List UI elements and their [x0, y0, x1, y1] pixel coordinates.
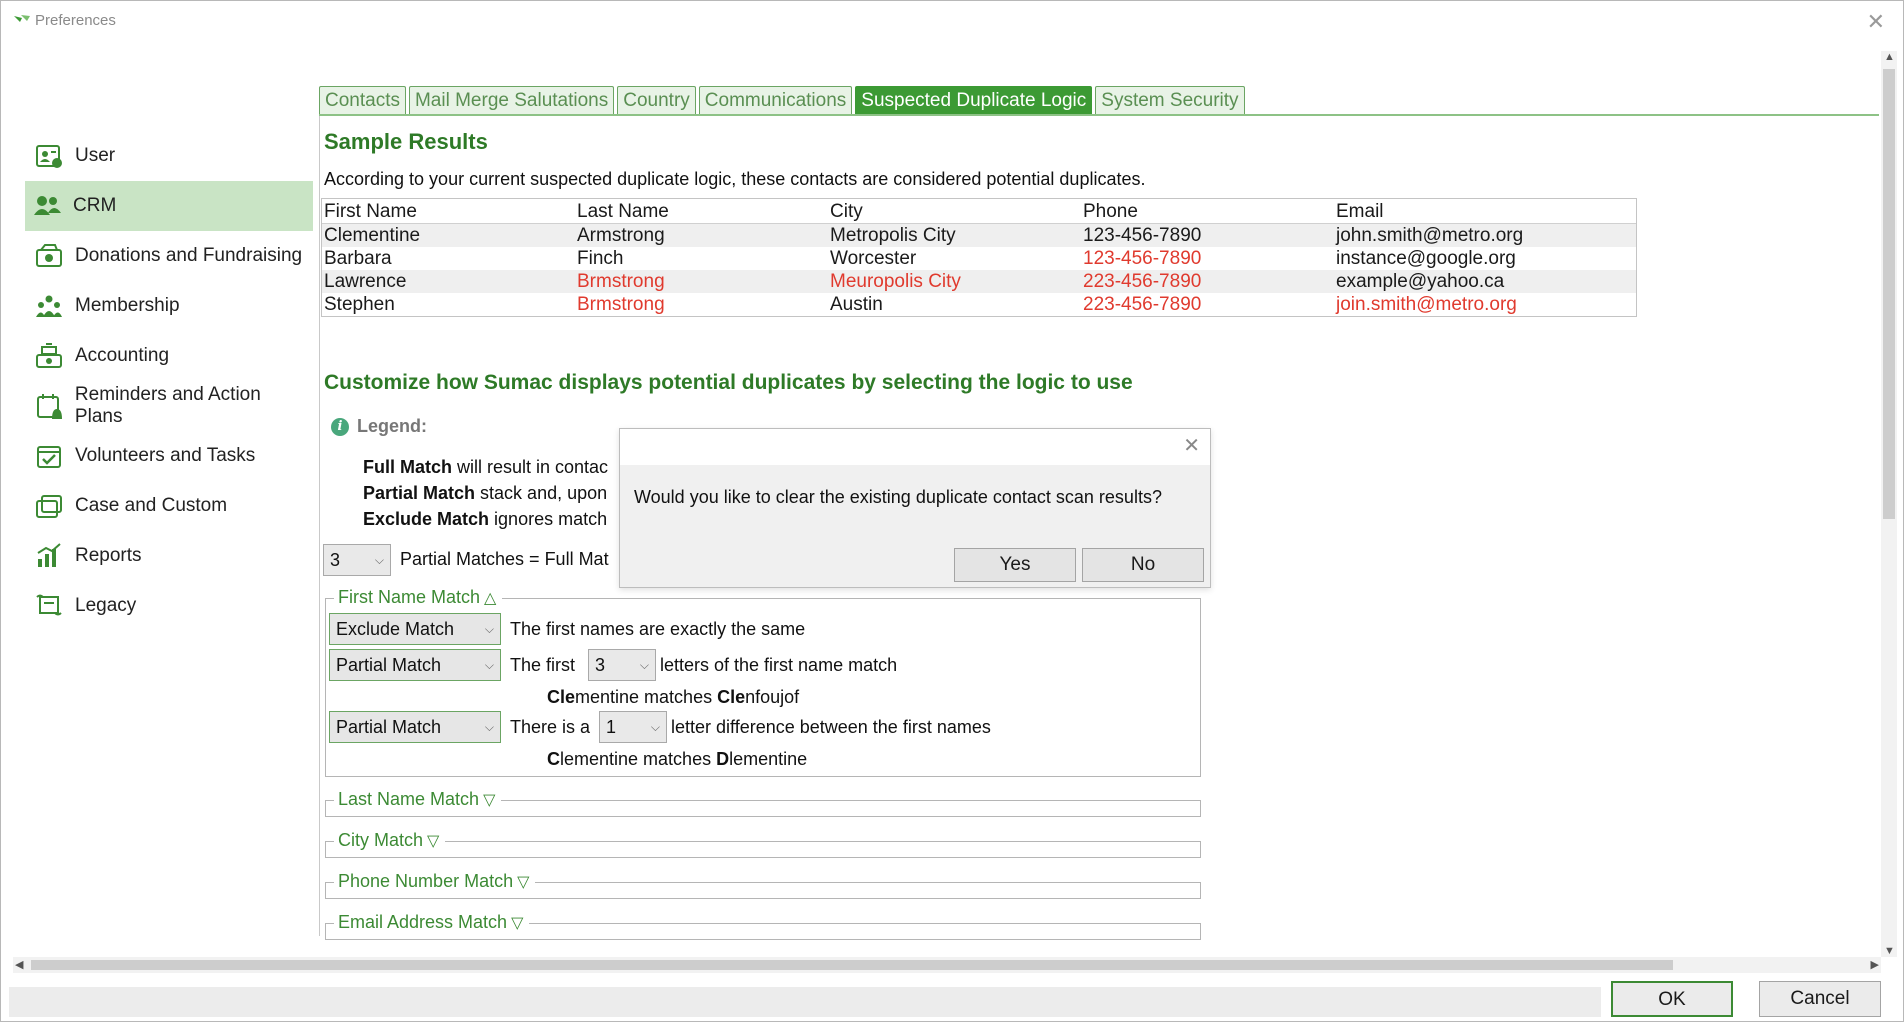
vertical-scroll-thumb[interactable]	[1883, 69, 1895, 519]
cancel-button[interactable]: Cancel	[1759, 981, 1881, 1017]
calendar-bell-icon	[33, 390, 65, 422]
horizontal-scrollbar[interactable]	[13, 957, 1881, 973]
table-row[interactable]	[322, 270, 1636, 293]
table-cell: example@yahoo.ca	[1336, 271, 1505, 292]
sidebar-item-user[interactable]	[25, 131, 313, 181]
rule3-suffix: letter difference between the first names	[671, 717, 991, 737]
dialog-message: Would you like to clear the existing duplicate contact scan results?	[634, 487, 1162, 507]
scroll-up-icon[interactable]: ▲	[1884, 51, 1895, 63]
expand-triangle-icon: ▽	[483, 792, 496, 809]
cash-register-icon	[33, 340, 65, 372]
partial-count-label: Partial Matches = Full Mat	[400, 549, 609, 569]
table-row[interactable]	[322, 293, 1636, 316]
sidebar-item-reminders[interactable]	[25, 381, 313, 431]
tab-suspected-duplicate-logic[interactable]: Suspected Duplicate Logic	[855, 86, 1092, 114]
phone-number-match-group	[325, 871, 1201, 899]
first-name-match-toggle[interactable]	[334, 587, 502, 608]
yes-button[interactable]: Yes	[954, 548, 1076, 582]
title-bar	[1, 1, 1903, 41]
table-cell: Metropolis City	[830, 225, 956, 246]
sidebar-item-label: Reports	[75, 545, 142, 566]
user-card-icon	[33, 140, 65, 172]
email-address-match-group	[325, 912, 1201, 940]
column-header[interactable]: City	[830, 201, 863, 222]
example-text: mentine matches	[575, 687, 718, 707]
scroll-icon	[33, 590, 65, 622]
legend-heading	[331, 416, 427, 437]
table-cell: Stephen	[324, 294, 395, 315]
table-cell: Lawrence	[324, 271, 407, 292]
sidebar-item-label: Membership	[75, 295, 180, 316]
sidebar-item-label: Case and Custom	[75, 495, 228, 516]
group-label: Last Name Match	[338, 789, 480, 809]
table-cell: 223-456-7890	[1083, 271, 1202, 292]
sidebar-item-crm[interactable]	[25, 181, 313, 231]
tab-mail-merge-salutations[interactable]: Mail Merge Salutations	[409, 86, 614, 114]
legend-exclude-match	[363, 509, 607, 530]
table-cell: john.smith@metro.org	[1336, 225, 1524, 246]
legend-text: will result in contac	[452, 457, 609, 477]
dialog-header	[620, 429, 1210, 465]
column-header[interactable]: Phone	[1083, 201, 1138, 222]
tab-strip	[319, 86, 1248, 114]
rule2-example	[547, 687, 799, 708]
group-label: Email Address Match	[338, 912, 508, 932]
sidebar-item-case-custom[interactable]	[25, 481, 313, 531]
sidebar-item-label: Legacy	[75, 595, 137, 616]
example-text: nfoujof	[745, 687, 800, 707]
chevron-down-icon: ⌵	[484, 658, 494, 672]
content-border	[319, 116, 320, 936]
rule1-text: The first names are exactly the same	[510, 619, 806, 639]
column-header[interactable]: Email	[1336, 201, 1384, 222]
scroll-right-icon[interactable]: ▶	[1870, 959, 1879, 971]
legend-term: Full Match	[363, 457, 452, 477]
last-name-match-toggle[interactable]	[334, 789, 501, 810]
no-button[interactable]: No	[1082, 548, 1204, 582]
table-cell: 123-456-7890	[1083, 248, 1202, 269]
rule2-prefix: The first	[510, 655, 576, 675]
table-cell: Worcester	[830, 248, 917, 269]
legend-text: ignores match	[489, 509, 608, 529]
partial-count-select[interactable]	[323, 544, 391, 576]
sidebar	[25, 131, 313, 631]
legend-label: Legend:	[357, 416, 427, 436]
rule3-example	[547, 749, 807, 770]
table-row[interactable]	[322, 247, 1636, 270]
scroll-down-icon[interactable]: ▼	[1884, 945, 1895, 957]
legend-full-match	[363, 457, 608, 478]
legend-text: stack and, upon	[475, 483, 608, 503]
money-icon	[33, 240, 65, 272]
legend-partial-match	[363, 483, 607, 504]
last-name-match-group	[325, 789, 1201, 817]
sidebar-item-label: Volunteers and Tasks	[75, 445, 256, 466]
window-title: Preferences	[35, 12, 116, 29]
example-text: lementine matches	[560, 749, 717, 769]
table-cell: Austin	[830, 294, 883, 315]
example-bold: D	[716, 749, 730, 769]
chevron-down-icon: ⌵	[639, 658, 649, 672]
table-body	[322, 224, 1636, 316]
example-bold: Cle	[547, 687, 576, 707]
table-cell: Finch	[577, 248, 624, 269]
sidebar-item-volunteers[interactable]	[25, 431, 313, 481]
table-cell: join.smith@metro.org	[1336, 294, 1517, 315]
group-label: City Match	[338, 830, 424, 850]
app-logo-icon	[13, 13, 31, 27]
table-header	[322, 199, 1636, 224]
sidebar-item-reports[interactable]	[25, 531, 313, 581]
group-label: Phone Number Match	[338, 871, 514, 891]
chevron-down-icon: ⌵	[484, 622, 494, 636]
table-cell: Brmstrong	[577, 294, 665, 315]
sidebar-item-label: Accounting	[75, 345, 170, 366]
table-cell: 123-456-7890	[1083, 225, 1202, 246]
sidebar-item-donations[interactable]	[25, 231, 313, 281]
tab-country[interactable]: Country	[617, 86, 696, 114]
close-icon[interactable]: ✕	[1183, 435, 1200, 457]
rule3-prefix: There is a	[510, 717, 591, 737]
table-cell: Brmstrong	[577, 271, 665, 292]
folders-icon	[33, 490, 65, 522]
chevron-down-icon: ⌵	[650, 720, 660, 734]
select-value: 1	[606, 717, 617, 737]
column-header[interactable]: Last Name	[577, 201, 669, 222]
sample-results-table	[321, 198, 1637, 317]
tab-underline	[319, 114, 1879, 116]
select-value: 3	[330, 550, 341, 570]
legend-term: Exclude Match	[363, 509, 490, 529]
close-icon[interactable]: ✕	[1866, 9, 1885, 34]
table-cell: instance@google.org	[1336, 248, 1516, 269]
tab-contacts[interactable]: Contacts	[319, 86, 406, 114]
bar-chart-icon	[33, 540, 65, 572]
expand-triangle-icon: ▽	[517, 874, 530, 891]
table-cell: Meuropolis City	[830, 271, 961, 292]
customize-title: Customize how Sumac displays potential duplicates by selecting the logic to use	[324, 371, 1133, 394]
info-icon: i	[331, 418, 349, 436]
status-bar	[9, 987, 1601, 1017]
first-name-rule1-select[interactable]	[329, 613, 501, 645]
select-value: 3	[595, 655, 606, 675]
table-cell: Barbara	[324, 248, 392, 269]
sidebar-item-accounting[interactable]	[25, 331, 313, 381]
group-icon	[33, 290, 65, 322]
city-match-group	[325, 830, 1201, 858]
calendar-check-icon	[33, 440, 65, 472]
table-cell: Armstrong	[577, 225, 665, 246]
city-match-toggle[interactable]	[334, 830, 445, 851]
example-text: lementine	[729, 749, 808, 769]
rule3-count-select[interactable]	[599, 711, 667, 743]
example-bold: Cle	[717, 687, 746, 707]
scroll-left-icon[interactable]: ◀	[15, 959, 24, 971]
table-row[interactable]	[322, 224, 1636, 247]
sidebar-item-legacy[interactable]	[25, 581, 313, 631]
collapse-triangle-icon: △	[484, 590, 497, 607]
phone-number-match-toggle[interactable]	[334, 871, 535, 892]
sample-results-description: According to your current suspected duplicate logic, these contacts are considered potential duplicates.	[324, 169, 1146, 189]
group-label: First Name Match	[338, 587, 481, 607]
sidebar-item-label: Donations and Fundraising	[75, 245, 303, 266]
select-value: Exclude Match	[336, 619, 455, 639]
chevron-down-icon: ⌵	[374, 553, 384, 567]
tab-system-security[interactable]: System Security	[1095, 86, 1244, 114]
first-name-rule2-select[interactable]	[329, 649, 501, 681]
select-value: Partial Match	[336, 717, 442, 737]
legend-term: Partial Match	[363, 483, 476, 503]
expand-triangle-icon: ▽	[427, 833, 440, 850]
tab-communications[interactable]: Communications	[699, 86, 853, 114]
table-cell: Clementine	[324, 225, 421, 246]
email-address-match-toggle[interactable]	[334, 912, 529, 933]
sidebar-item-membership[interactable]	[25, 281, 313, 331]
sidebar-item-label: CRM	[73, 195, 117, 216]
sidebar-item-label: Reminders and Action Plans	[74, 384, 261, 427]
chevron-down-icon: ⌵	[484, 720, 494, 734]
rule2-suffix: letters of the first name match	[660, 655, 898, 675]
table-cell: 223-456-7890	[1083, 294, 1202, 315]
select-value: Partial Match	[336, 655, 442, 675]
people-icon	[31, 190, 63, 222]
vertical-scrollbar[interactable]	[1881, 51, 1897, 957]
ok-button[interactable]: OK	[1611, 981, 1733, 1017]
first-name-rule3-select[interactable]	[329, 711, 501, 743]
column-header[interactable]: First Name	[324, 201, 417, 222]
horizontal-scroll-thumb[interactable]	[31, 960, 1673, 970]
confirm-dialog	[619, 428, 1211, 588]
rule2-count-select[interactable]	[588, 649, 656, 681]
expand-triangle-icon: ▽	[511, 915, 524, 932]
sample-results-title: Sample Results	[324, 129, 488, 154]
sidebar-item-label: User	[75, 145, 116, 166]
example-bold: C	[547, 749, 560, 769]
